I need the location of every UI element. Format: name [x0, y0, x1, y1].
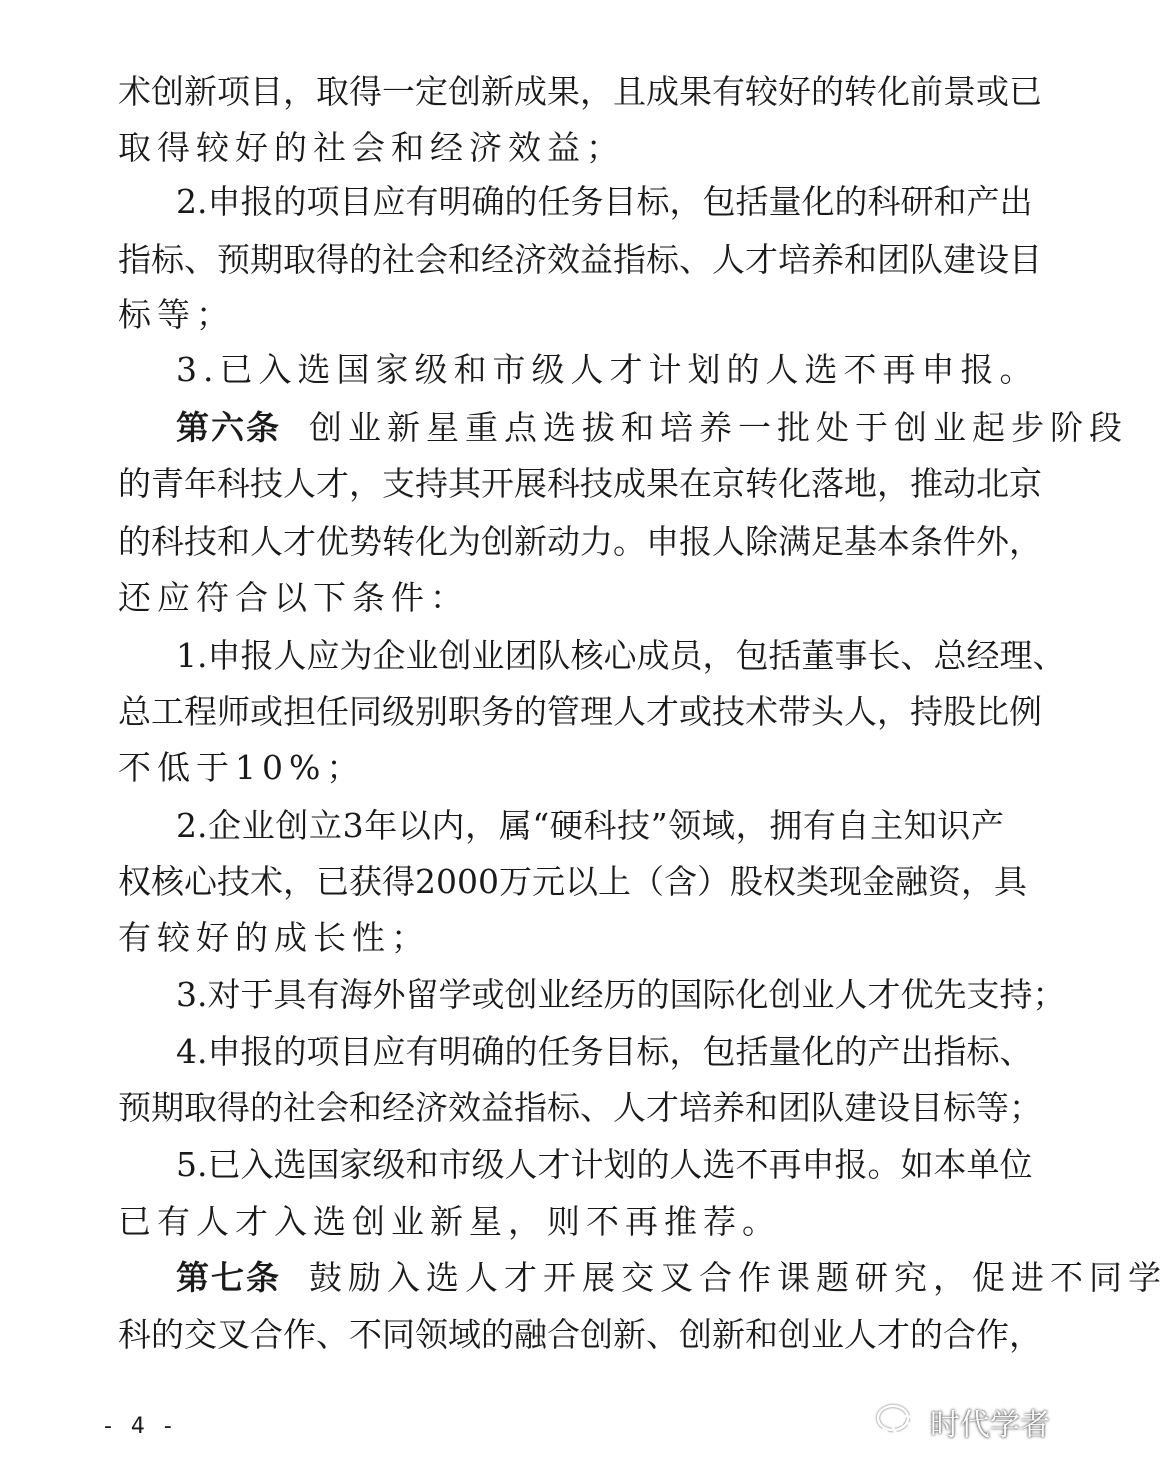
article-6-heading: 第六条 — [176, 408, 281, 447]
text-line: 不低于10%； — [118, 748, 366, 787]
article-6-text: 创业新星重点选拔和培养一批处于创业起步阶段 — [309, 408, 1128, 447]
text-line: 总工程师或担任同级别职务的管理人才或技术带头人，持股比例 — [118, 692, 1042, 731]
page-number: - 4 - — [104, 1414, 178, 1439]
article-7-heading: 第七条 — [176, 1258, 281, 1297]
text-line: 的科技和人才优势转化为创新动力。申报人除满足基本条件外， — [118, 522, 1042, 561]
text-line: 科的交叉合作、不同领域的融合创新、创新和创业人才的合作， — [118, 1315, 1042, 1354]
list-item-text: 5.已入选国家级和市级人才计划的人选不再申报。如本单位 — [176, 1145, 1033, 1184]
text-line: 标等； — [118, 295, 235, 334]
watermark — [876, 1400, 1050, 1444]
text-line: 的青年科技人才，支持其开展科技成果在京转化落地，推动北京 — [118, 464, 1042, 503]
list-item-text: 2.申报的项目应有明确的任务目标，包括量化的科研和产出 — [176, 182, 1033, 221]
text-line: 取得较好的社会和经济效益； — [118, 128, 625, 167]
wechat-icon — [876, 1403, 920, 1441]
list-item-text: 2.企业创立3年以内，属“硬科技”领域，拥有自主知识产 — [176, 806, 1004, 845]
text-line: 权核心技术，已获得2000万元以上（含）股权类现金融资，具 — [118, 862, 1027, 901]
article-7-paragraph — [176, 1258, 1167, 1298]
text-line: 术创新项目，取得一定创新成果，且成果有较好的转化前景或已 — [118, 72, 1042, 111]
text-line: 还应符合以下条件： — [118, 578, 469, 617]
article-6-paragraph — [176, 408, 1128, 448]
text-line: 有较好的成长性； — [118, 918, 430, 957]
list-item-text: 3.对于具有海外留学或创业经历的国际化创业人才优先支持； — [176, 975, 1066, 1014]
text-line: 已有人才入选创业新星，则不再推荐。 — [118, 1202, 781, 1241]
text-line: 指标、预期取得的社会和经济效益指标、人才培养和团队建设目 — [118, 240, 1042, 279]
article-7-text: 鼓励入选人才开展交叉合作课题研究，促进不同学 — [309, 1258, 1167, 1297]
list-item-text: 4.申报的项目应有明确的任务目标，包括量化的产出指标、 — [176, 1032, 1033, 1071]
watermark-text: 时代学者 — [930, 1408, 1050, 1443]
text-line: 预期取得的社会和经济效益指标、人才培养和团队建设目标等； — [118, 1088, 1042, 1127]
list-item-text: 1.申报人应为企业创业团队核心成员，包括董事长、总经理、 — [176, 636, 1066, 675]
list-item-text: 3.已入选国家级和市级人才计划的人选不再申报。 — [176, 350, 1039, 389]
